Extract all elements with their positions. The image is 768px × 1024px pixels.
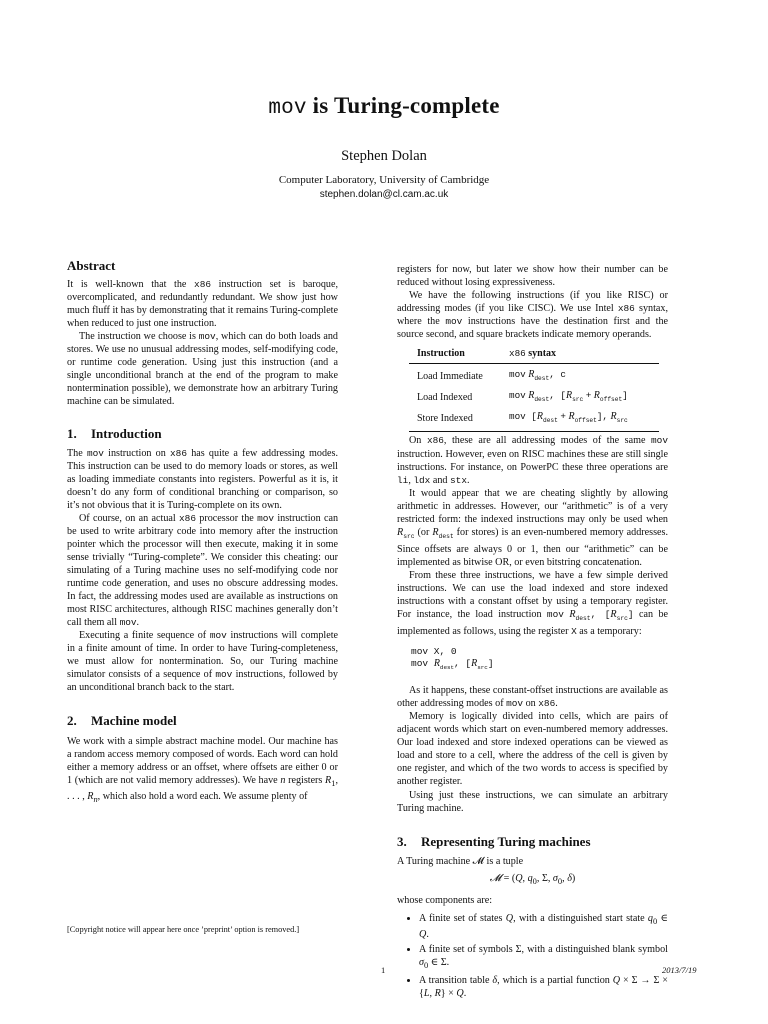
- table-cell: Store Indexed: [409, 409, 501, 432]
- table-header-row: [409, 347, 659, 364]
- body-paragraph: As it happens, these constant-offset instructions are available as other addressing modes of mov on x86.: [397, 685, 668, 710]
- section-heading-introduction: 1. Introduction: [67, 425, 162, 441]
- affiliation: Computer Laboratory, University of Cambridge: [278, 174, 490, 186]
- table-cell: mov $R_{dest}$, $[R_{src} + R_{offset}]$: [508, 390, 628, 404]
- body-paragraph: Memory is logically divided into cells, which are pairs of adjacent words which start on even-numbered memory addresses. Our load indexed and store indexed operations can be viewed as load and store to a cell, where the address of the cell is given by one register, and which of the two words to access is specified by another register.: [397, 711, 668, 788]
- table-cell: Load Immediate: [417, 371, 483, 383]
- body-paragraph: Of course, on an actual x86 processor the mov instruction can be used to write arbitrary code into memory after the instruction pointer which the processor will then execute, making it in some sense trivially “Turing-complete”. We consider this cheating: our simulating of a Turing machine uses no self-modifying code nor runtime code generation, and uses no obscure addressing modes. In fact, the addressing modes used are available as instructions on most RISC architectures, although RISC machines generally don’t call them all mov.: [67, 512, 339, 629]
- instruction-table: [409, 347, 659, 432]
- left-column: [67, 259, 338, 806]
- page-date: 2013/7/19: [662, 965, 697, 975]
- body-paragraph: registers for now, but later we show how their number can be reduced without losing expressiveness.: [397, 264, 668, 289]
- title-rest: is Turing-complete: [306, 93, 500, 118]
- right-column: [397, 263, 668, 1002]
- copyright-notice: [Copyright notice will appear here once ’preprint’ option is removed.]: [67, 925, 300, 934]
- section-heading-representing-turing-machines: 3. Representing Turing machines: [397, 833, 591, 849]
- display-equation: 𝓜 = (Q, $q_0$, Σ, $\sigma_0$, δ): [489, 872, 576, 886]
- title-mono: mov: [268, 97, 307, 120]
- table-header: x86 syntax: [501, 347, 659, 364]
- table-row: [409, 364, 659, 389]
- table-cell: mov $[R_{dest} + R_{offset}]$, $R_{src}$: [501, 409, 659, 432]
- abstract-paragraph: The instruction we choose is mov, which can do both loads and stores. We use no unusual addressing modes, self-modifying code, or runtime code generation. Using just this instruction (and a single unconditional branch at the end of the program to make nontermination possible), we demonstrate how an arbitrary Turing machine can be simulated.: [67, 331, 338, 408]
- author-email: stephen.dolan@cl.cam.ac.uk: [319, 189, 449, 200]
- body-paragraph: Using just these instructions, we can simulate an arbitrary Turing machine.: [397, 789, 668, 814]
- body-paragraph: It would appear that we are cheating slightly by allowing arithmetic in addresses. However, our “arithmetic” is of a very restricted form: the indexed instructions may only be used when $R_{src}$ (or $R_{dest}$ for stores) is an even-numbered memory addresses. Since offsets are always 0 or 1, then our “arithmetic” can be implemented as bitwise OR, or even bitstring concatenation.: [397, 487, 668, 568]
- component-list: [397, 912, 668, 1000]
- table-cell: Load Indexed: [417, 392, 473, 404]
- body-paragraph: The mov instruction on x86 has quite a few addressing modes. This instruction can be used to do memory loads or stores, as well as loading immediate constants into registers. Powerful as it is, it doesn’t do any form of conditional branching or comparison, so it’s not obvious that it is Turing-complete on its own.: [67, 447, 338, 511]
- abstract-heading: Abstract: [67, 258, 116, 273]
- list-item: • A finite set of states Q, with a distinguished start state $q_0$ ∈ Q.: [419, 912, 668, 941]
- body-paragraph: From these three instructions, we have a few simple derived instructions. We can use the load indexed and store indexed instructions with a constant offset by using a temporary register. For instance, the load instruction mov $R_{dest}$, $[R_{src}]$ can be implemented as follows, using the register X as a temporary:: [397, 569, 669, 638]
- body-paragraph: On x86, these are all addressing modes of the same mov instruction. However, even on RISC machines these are still single instructions. For instance, on PowerPC these three operations are li, ldx and stx.: [397, 435, 668, 486]
- body-paragraph: A Turing machine 𝓜 is a tuple: [397, 855, 524, 867]
- author-name: Stephen Dolan: [341, 148, 427, 164]
- list-item: • A transition table δ, which is a partial function Q × Σ → Σ × {L, R} × Q.: [419, 974, 668, 1000]
- table-row: [409, 409, 659, 432]
- page-number: 1: [381, 965, 386, 975]
- body-paragraph: We have the following instructions (if you like RISC) or addressing modes (if you like CISC). We use Intel x86 syntax, where the mov instructions have the destination first and the source second, and square brackets indicate memory operands.: [397, 290, 668, 341]
- body-paragraph: Executing a finite sequence of mov instructions will complete in a finite amount of time. In order to have Turing-completeness, we must allow for nontermination. So, our Turing machine simulator consists of a sequence of mov instructions, followed by an unconditional branch back to the start.: [67, 630, 339, 694]
- code-block: mov X, 0 mov $R_{dest}$, $[R_{src}]$: [411, 646, 494, 672]
- paper-title: [0, 93, 768, 120]
- list-item: • A finite set of symbols Σ, with a distinguished blank symbol $\sigma_0$ ∈ Σ.: [419, 943, 668, 972]
- table-header: Instruction: [409, 347, 501, 364]
- title-block: [0, 93, 768, 200]
- table-row: [409, 388, 659, 409]
- table-cell: mov $R_{dest}$, c: [508, 369, 566, 383]
- body-paragraph: We work with a simple abstract machine model. Our machine has a random access memory composed of words. Each word can hold either a memory address or an offset, where offsets are either 0 or 1 (which are not valid memory addresses). We have n registers $R_1$, . . . , $R_n$, which also hold a word each. We assume plenty of: [67, 735, 338, 804]
- section-heading-machine-model: 2. Machine model: [67, 713, 177, 729]
- abstract-paragraph: It is well-known that the x86 instruction set is baroque, overcomplicated, and redundantly redundant. We show just how much fluff it has by demonstrating that it remains Turing-complete when reduced to just one instruction.: [67, 279, 339, 330]
- body-paragraph: whose components are:: [397, 894, 493, 906]
